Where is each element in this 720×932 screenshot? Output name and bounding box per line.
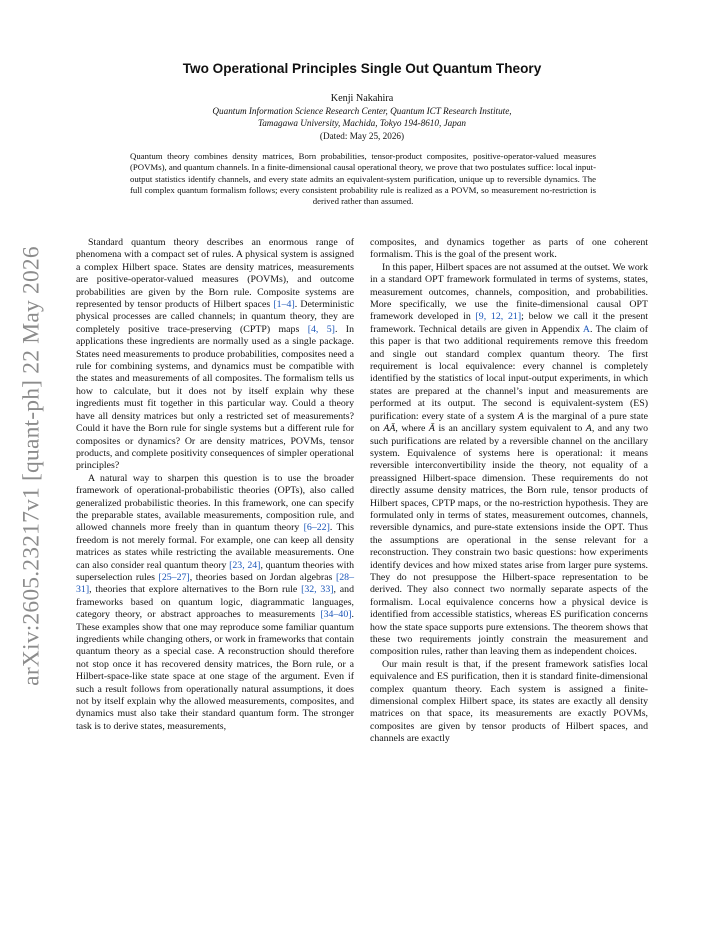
citation-link[interactable]: [28–31] [76, 571, 354, 596]
citation-link[interactable]: [4, 5] [307, 323, 335, 335]
affiliation-line-1: Quantum Information Science Research Center, Quantum ICT Research Institute, [212, 106, 512, 116]
math-symbol: Ā [428, 423, 435, 435]
citation-link[interactable]: [34–40] [320, 609, 352, 621]
author-affiliation [100, 105, 624, 129]
citation-link[interactable]: [25–27] [158, 571, 190, 583]
citation-link[interactable]: [6–22] [303, 522, 330, 534]
paper-title: Two Operational Principles Single Out Quantum Theory [182, 61, 542, 76]
author-name: Kenji Nakahira [330, 93, 394, 104]
math-symbol: AĀ [383, 423, 396, 435]
citation-link[interactable]: [9, 12, 21] [475, 311, 522, 323]
paragraph: Standard quantum theory describes an enormous range of phenomena with a compact set of rules. A physical system is assigned a complex Hilbert space. States are density matrices, measurements are positive-operator-valued measures (POVMs), and outcome probabilities are given by the Born rule. Composite systems are represented by tensor products of Hilbert spaces [1–4]. Deterministic physical processes are called channels; in quantum theory, they are completely positive trace-preserving (CPTP) maps [4, 5]. In applications these ingredients are normally used as a single package. States need measurements to produce probabilities, composites need a rule for combining systems, and dynamics must be compatible with the states and measurements of all composites. The formalism tells us how to calculate, but it does not by itself explain why these ingredients must fit together in this particular way. Could a theory have all density matrices but only a restricted set of measurements? Could it have the Born rule for single systems but a different rule for composites or dynamics? Or are density matrices, POVMs, tensor products, and complete positivity consequences of simpler operational principles? [76, 237, 355, 472]
abstract: Quantum theory combines density matrices, Born probabilities, tensor-product composites, positive-operator-valued measures (POVMs), and quantum channels. In a finite-dimensional causal operational theory, we prove that two postulates suffice: local input-output statistics identify channels, and every state admits an equivalent-system purification, unique up to reversible dynamics. The full complex quantum formalism follows; every consistent probability rule is realized as a POVM, so measurement no-restriction is derived rather than assumed. [130, 151, 596, 207]
paragraph: A natural way to sharpen this question is to use the broader framework of operational-probabilistic theories (OPTs), also called generalized probabilistic theories. In this framework, one can specify the preparable states, available measurements, composition rule, and allowed channels more freely than in quantum theory [6–22]. This freedom is not merely formal. For example, one can keep all density matrices as states while restricting the available measurements. One can also consider real quantum theory [23, 24], quantum theories with superselection rules [25–27], theories based on Jordan algebras [28–31], theories that explore alternatives to the Born rule [32, 33], and frameworks based on quantum logic, diagrammatic languages, category theory, or abstract approaches to measurements [34–40]. These examples show that one may reproduce some familiar quantum ingredients while changing others, or work in frameworks that contain quantum theory as a special case. A reconstruction should therefore not stop once it has recovered density matrices, the Born rule, or a Hilbert-space-like state space at one stage of the argument. Even if such a result follows from operationally natural assumptions, it does not by itself explain why the allowed measurements, composites, and dynamics must also take their standard quantum form. The stronger task is to derive states, measurements, [76, 472, 354, 732]
body-column-left [76, 237, 354, 733]
citation-link[interactable]: [23, 24] [229, 559, 261, 571]
math-symbol: A [585, 423, 592, 435]
appendix-link[interactable]: A [582, 323, 590, 335]
paragraph: Our main result is that, if the present framework satisfies local equivalence and ES purification, then it is standard finite-dimensional complex quantum theory. Each system is assigned a finite-dimensional complex Hilbert space, its states are exactly all density matrices on that space, its measurements are exactly POVMs, composites are given by tensor products of Hilbert spaces, and channels are exactly [370, 658, 648, 745]
arxiv-identifier: arXiv:2605.23217v1 [quant-ph] 22 May 2026 [18, 246, 45, 686]
paragraph: composites, and dynamics together as parts of one coherent formalism. This is the goal of the present work. [370, 237, 648, 261]
math-symbol: A [517, 410, 524, 422]
affiliation-line-2: Tamagawa University, Machida, Tokyo 194-8610, Japan [257, 118, 467, 128]
citation-link[interactable]: [32, 33] [301, 584, 334, 596]
citation-link[interactable]: [1–4] [273, 299, 295, 311]
date-line: (Dated: May 25, 2026) [319, 131, 405, 141]
body-column-right [370, 237, 648, 746]
paragraph: In this paper, Hilbert spaces are not assumed at the outset. We work in a standard OPT framework formulated in terms of systems, states, measurement outcomes, channels, composition, and probabilities. More specifically, we use the finite-dimensional causal OPT framework developed in [9, 12, 21]; below we call it the present framework. Technical details are given in Appendix A. The claim of this paper is that two additional requirements remove this freedom and single out standard complex quantum theory. The first requirement is local equivalence: every channel is completely identified by the statistics of local input-output experiments, in which states are prepared at the channel’s input and measurements are performed at its output. The second is equivalent-system (ES) purification: every state of a system A is the marginal of a pure state on AĀ, where Ā is an ancillary system equivalent to A, and any two such purifications are related by a reversible channel on the ancillary system. Equivalence of systems here is operational: it means reversible interconvertibility inside the theory, not equality of a preassigned Hilbert-space dimension. These requirements do not directly assume density matrices, the Born rule, tensor products of Hilbert spaces, CPTP maps, or the no-restriction hypothesis. They are formulated only in terms of states, measurement outcomes, channels, reversible dynamics, and pure-state extensions inside the OPT. Thus the assumptions are operational in the sense relevant for a reconstruction. They constrain two basic questions: how experiments identify devices and how mixed states arise from larger pure systems. They do not presuppose the Hilbert-space representation to be derived. They also connect two normally separate aspects of the formalism. Local equivalence concerns how a physical device is identified from accessible statistics, whereas ES purification concerns how the state space supports pure extensions. The theorem shows that these two requirements jointly constrain the measurement and composition rules, rather than leaving them as independent choices. [370, 261, 648, 658]
arxiv-sidebar [10, 240, 54, 692]
